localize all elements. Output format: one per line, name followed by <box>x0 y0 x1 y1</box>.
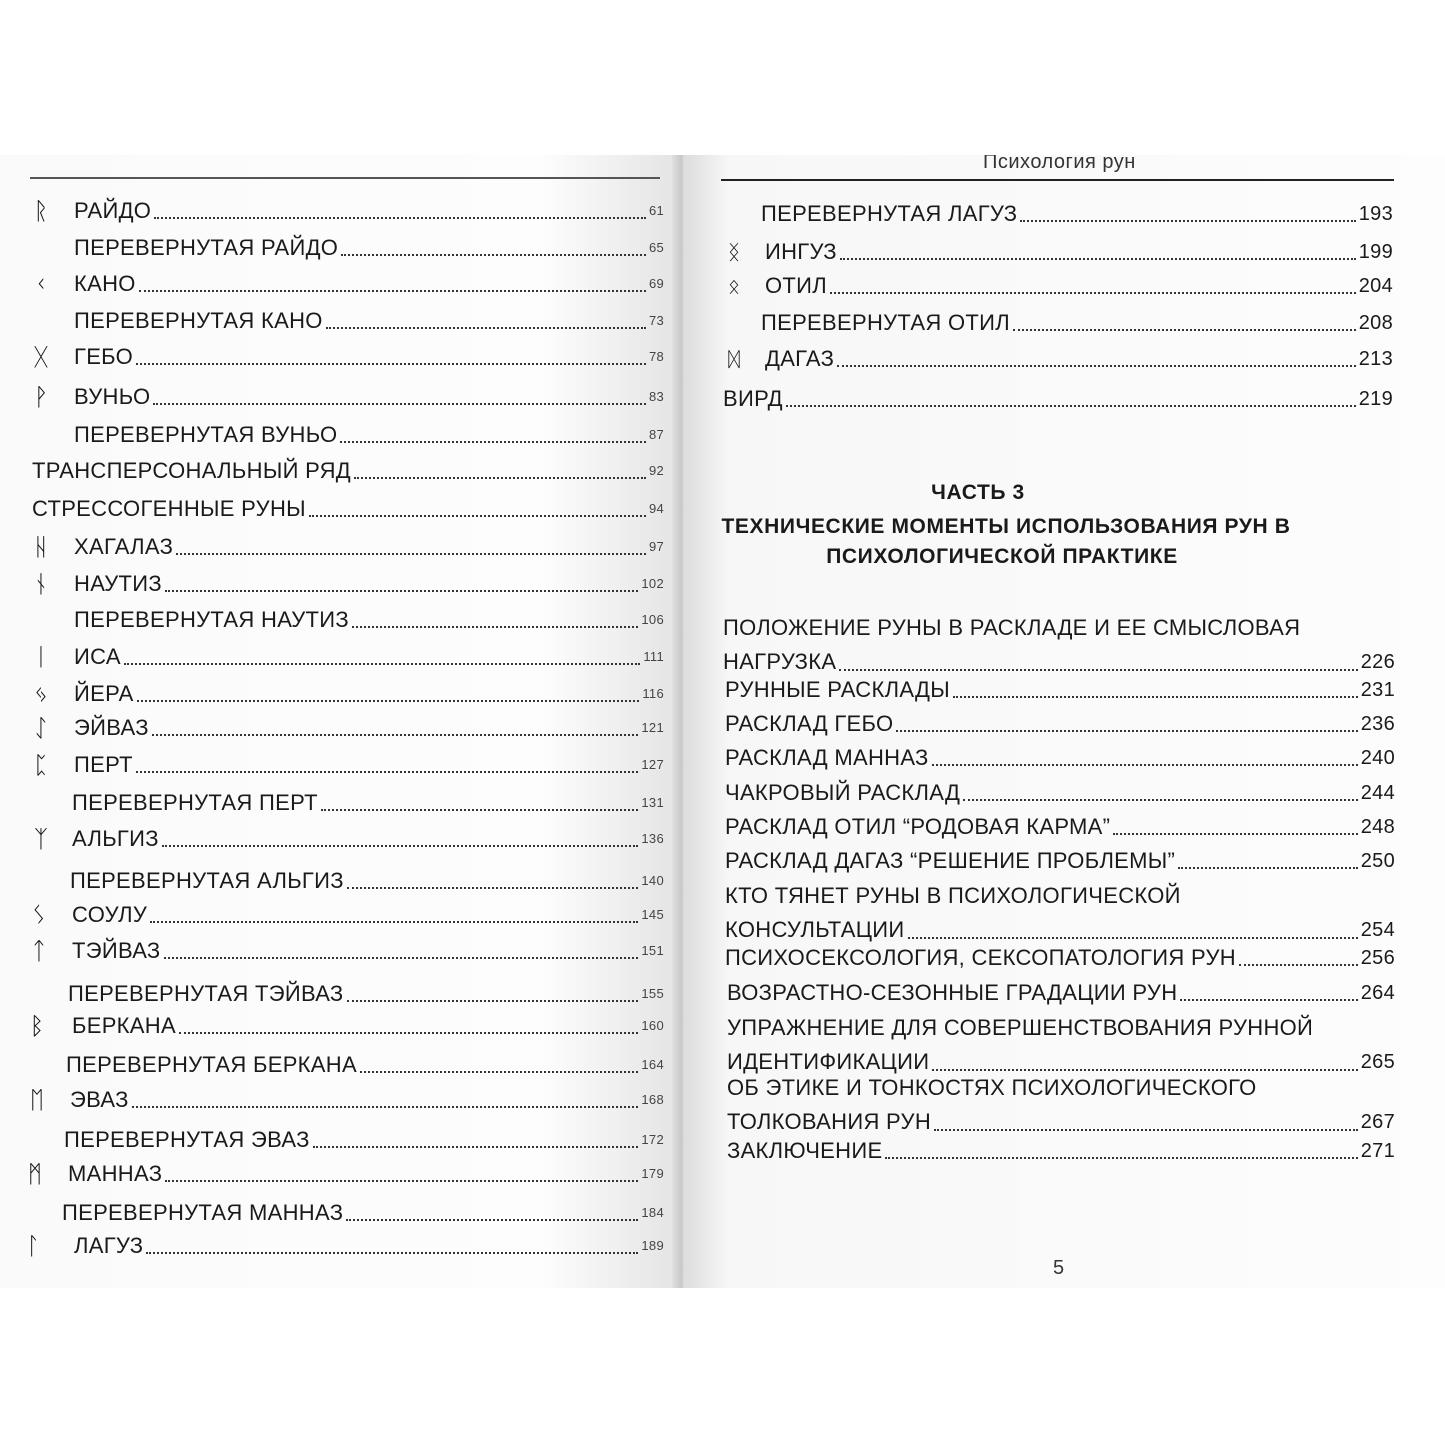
toc-entry: ПЕРЕВЕРНУТАЯ ТЭЙВАЗ 155 <box>68 981 664 1006</box>
toc-entry: ПЕРЕВЕРНУТАЯ ОТИЛ 208 <box>761 310 1393 335</box>
toc-entry: ПЕРЕВЕРНУТАЯ ЛАГУЗ 193 <box>761 201 1393 226</box>
toc-entry: ПЕРЕВЕРНУТАЯ ПЕРТ 131 <box>72 790 664 815</box>
running-head: Психология рун <box>983 155 1136 173</box>
toc-entry-multiline: КТО ТЯНЕТ РУНЫ В ПСИХОЛОГИЧЕСКОЙ КОНСУЛЬТАЦИИ 254 <box>725 883 1395 942</box>
rune-icon-mannaz: ᛗ <box>27 1160 43 1188</box>
toc-entry: НАУТИЗ 102 <box>74 571 664 596</box>
rune-icon-raido: ᚱ <box>33 197 49 225</box>
toc-entry: ПЕРЕВЕРНУТАЯ БЕРКАНА 164 <box>66 1052 664 1077</box>
toc-entry: КАНО 69 <box>74 271 664 296</box>
toc-entry: ПЕРЕВЕРНУТАЯ РАЙДО 65 <box>74 235 664 260</box>
rune-icon-vunyo: ᚹ <box>33 383 49 411</box>
toc-entry: ОТИЛ 204 <box>765 273 1393 298</box>
rune-icon-isa: ᛁ <box>33 643 49 671</box>
toc-entry: РАСКЛАД ОТИЛ “РОДОВАЯ КАРМА” 248 <box>725 814 1395 839</box>
toc-entry: ПЕРЕВЕРНУТАЯ ЭВАЗ 172 <box>64 1127 664 1152</box>
toc-entry: ЛАГУЗ 189 <box>74 1233 664 1258</box>
toc-entry: ВУНЬО 83 <box>74 384 664 409</box>
toc-entry: ПЕРЕВЕРНУТАЯ МАННАЗ 184 <box>62 1200 664 1225</box>
toc-entry: РАЙДО 61 <box>74 198 664 223</box>
toc-entry: ЗАКЛЮЧЕНИЕ 271 <box>727 1138 1395 1163</box>
part-label: ЧАСТЬ 3 <box>931 481 1025 504</box>
toc-entry-multiline: УПРАЖНЕНИЕ ДЛЯ СОВЕРШЕНСТВОВАНИЯ РУННОЙ ИДЕНТИФИКАЦИИ 265 <box>727 1015 1395 1074</box>
toc-entry: ИНГУЗ 199 <box>765 239 1393 264</box>
toc-entry: ВИРД 219 <box>723 386 1393 411</box>
open-book <box>0 155 1445 1288</box>
toc-entry: ЙЕРА 116 <box>74 681 664 706</box>
toc-entry: ТЭЙВАЗ 151 <box>72 938 664 963</box>
header-rule <box>721 179 1394 181</box>
left-header-rule <box>30 177 660 179</box>
toc-entry: ЭВАЗ 168 <box>70 1087 664 1112</box>
rune-icon-hagalaz: ᚺ <box>33 533 49 561</box>
toc-entry: ПЕРТ 127 <box>74 752 664 777</box>
rune-icon-gebo: ᚷ <box>33 343 49 371</box>
rune-icon-pert: ᛈ <box>33 751 49 779</box>
toc-entry: ПСИХОСЕКСОЛОГИЯ, СЕКСОПАТОЛОГИЯ РУН 256 <box>725 945 1395 970</box>
rune-icon-yera: ᛃ <box>33 680 49 708</box>
toc-entry: ПЕРЕВЕРНУТАЯ ВУНЬО 87 <box>74 422 664 447</box>
rune-icon-nautiz: ᚾ <box>33 570 49 598</box>
rune-icon-laguz: ᛚ <box>25 1232 41 1260</box>
toc-section: ТРАНСПЕРСОНАЛЬНЫЙ РЯД 92 <box>32 458 664 483</box>
toc-entry: ИСА 111 <box>74 644 664 669</box>
toc-entry: ПЕРЕВЕРНУТАЯ НАУТИЗ 106 <box>74 607 664 632</box>
toc-entry: РАСКЛАД ГЕБО 236 <box>725 711 1395 736</box>
toc-entry: РАСКЛАД МАННАЗ 240 <box>725 745 1395 770</box>
toc-entry: ГЕБО 78 <box>74 344 664 369</box>
toc-entry: ЭЙВАЗ 121 <box>74 715 664 740</box>
rune-icon-berkana: ᛒ <box>29 1012 45 1040</box>
toc-entry: БЕРКАНА 160 <box>72 1013 664 1038</box>
toc-entry: ХАГАЛАЗ 97 <box>74 534 664 559</box>
toc-entry: РУННЫЕ РАСКЛАДЫ 231 <box>725 677 1395 702</box>
left-page <box>0 155 678 1288</box>
toc-entry-multiline: ПОЛОЖЕНИЕ РУНЫ В РАСКЛАДЕ И ЕЕ СМЫСЛОВАЯ НАГРУЗКА 226 <box>723 615 1395 674</box>
toc-entry: ДАГАЗ 213 <box>765 346 1393 371</box>
rune-icon-soulu: ᛊ <box>31 901 47 929</box>
toc-entry: РАСКЛАД ДАГАЗ “РЕШЕНИЕ ПРОБЛЕМЫ” 250 <box>725 848 1395 873</box>
toc-section: СТРЕССОГЕННЫЕ РУНЫ 94 <box>32 496 664 521</box>
right-page <box>683 155 1445 1288</box>
rune-icon-inguz: ᛝ <box>728 240 740 264</box>
toc-entry-multiline: ОБ ЭТИКЕ И ТОНКОСТЯХ ПСИХОЛОГИЧЕСКОГО ТОЛКОВАНИЯ РУН 267 <box>727 1075 1395 1134</box>
toc-entry: МАННАЗ 179 <box>68 1161 664 1186</box>
rune-icon-kano: ᚲ <box>33 270 49 298</box>
toc-entry: ВОЗРАСТНО-СЕЗОННЫЕ ГРАДАЦИИ РУН 264 <box>727 980 1395 1005</box>
toc-entry: АЛЬГИЗ 136 <box>72 826 664 851</box>
toc-entry: СОУЛУ 145 <box>72 902 664 927</box>
page-number: 5 <box>1053 1257 1065 1279</box>
rune-icon-teyvaz: ᛏ <box>31 937 47 965</box>
toc-entry: ПЕРЕВЕРНУТАЯ КАНО 73 <box>74 308 664 333</box>
rune-icon-evaz: ᛖ <box>29 1086 45 1114</box>
toc-entry: ЧАКРОВЫЙ РАСКЛАД 244 <box>725 780 1395 805</box>
toc-entry: ПЕРЕВЕРНУТАЯ АЛЬГИЗ 140 <box>70 868 664 893</box>
part-title-line1: ТЕХНИЧЕСКИЕ МОМЕНТЫ ИСПОЛЬЗОВАНИЯ РУН В <box>721 515 1291 538</box>
part-title-line2: ПСИХОЛОГИЧЕСКОЙ ПРАКТИКЕ <box>826 545 1178 568</box>
rune-icon-dagaz: ᛞ <box>728 347 740 371</box>
rune-icon-algiz: ᛉ <box>33 825 49 853</box>
rune-icon-eyvaz: ᛇ <box>33 714 49 742</box>
rune-icon-otil: ᛟ <box>728 274 740 298</box>
